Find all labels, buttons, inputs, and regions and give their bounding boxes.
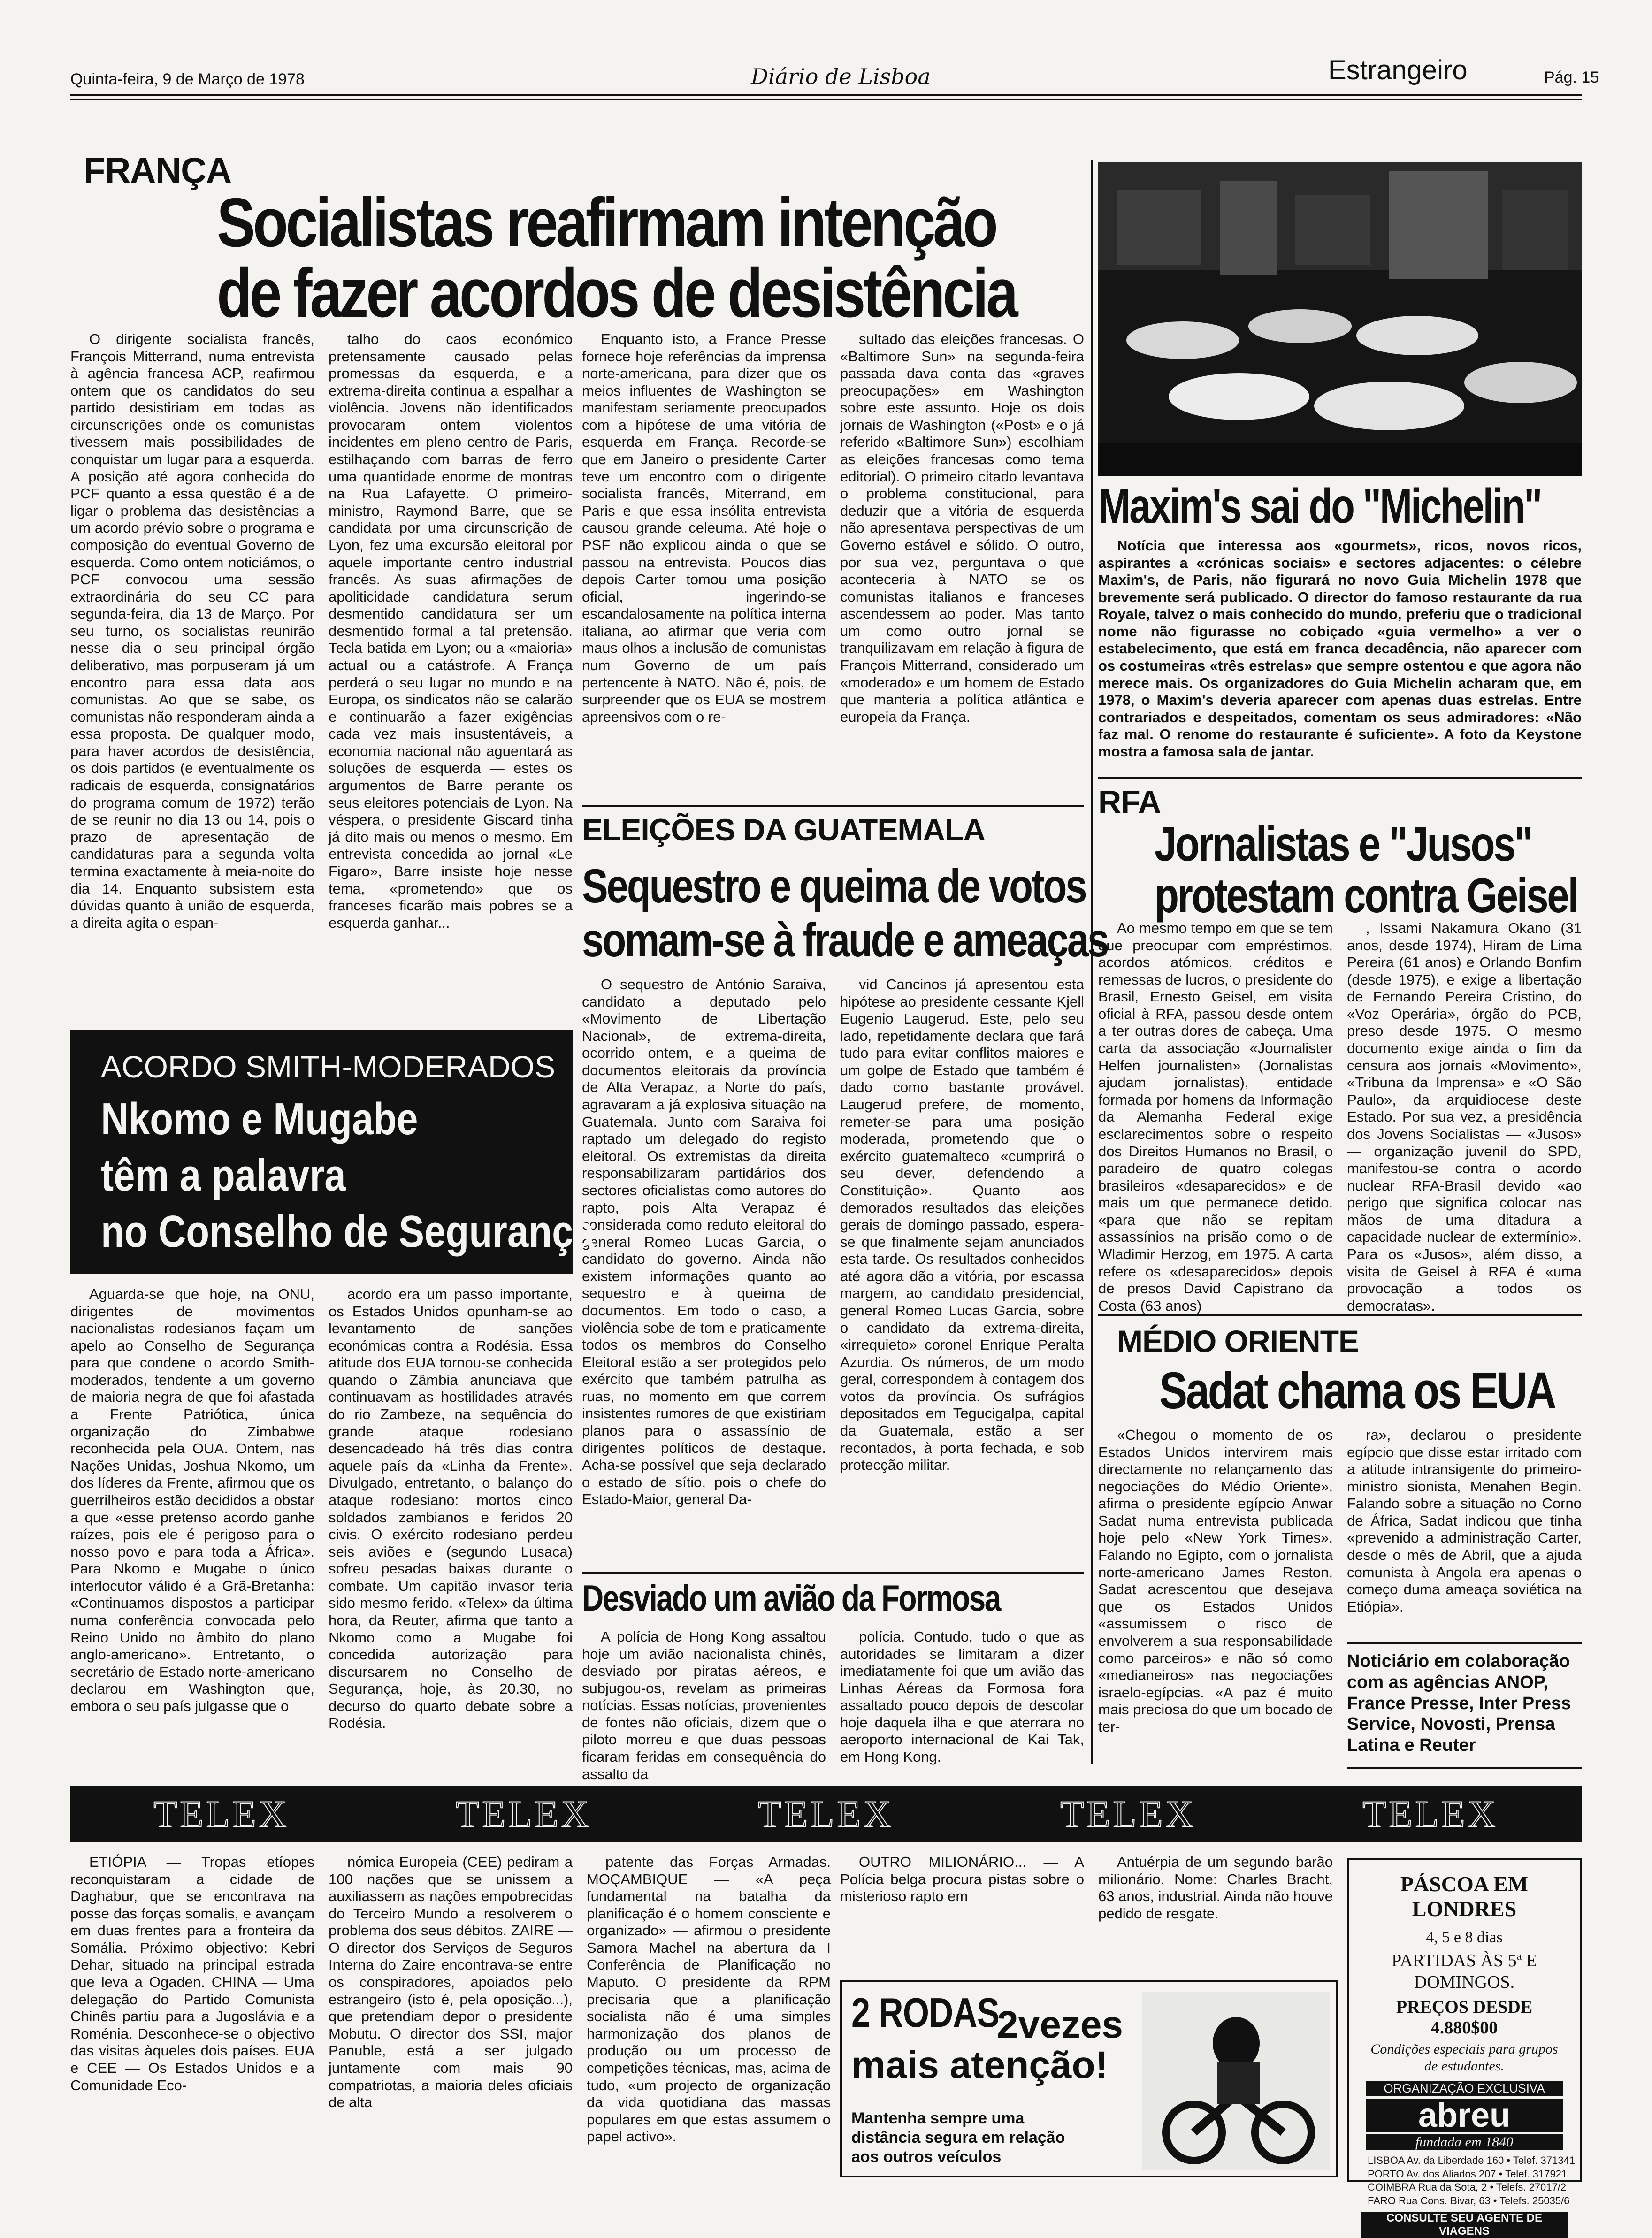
telex-label: TELEX [758, 1793, 894, 1835]
guatemala-col2: vid Cancinos já apresentou esta hipótese ao presidente cessante Kjell Eugenio Laugerud. Este, pelo seu lado, repetidamente declara que fará tudo para evitar conflitos maiores e um golpe de Estado que também é dado como bastante provável. Laugerud prefere, de momento, remeter-se para uma posição moderada, prometendo que o exército guatemalteco «cumprirá o seu dever, defendendo a Constituição». Quanto aos demorados resultados das eleições gerais de domingo passado, espera-se que finalmente sejam anunciados esta tarde. Os resultados conhecidos até agora dão a vitória, por escassa margem, ao candidato presidencial, general Romeo Lucas Garcia, sobre o candidato da extrema-direita, «irrequieto» coronel Enrique Peralta Azurdia. Os números, de um modo geral, correspondem à contagem dos votos da província. Os sufrágios depositados em Tegucigalpa, capital da Guatemala, estão a ser recontados, à porta fechada, e sob protecção militar. [840, 976, 1084, 1474]
guatemala-kicker: ELEIÇÕES DA GUATEMALA [582, 812, 986, 847]
france-title-line1: Socialistas reafirmam intenção [217, 184, 996, 261]
rfa-kicker: RFA [1098, 784, 1161, 820]
telex-col2: nómica Europeia (CEE) pediram a 100 nações que se unissem a auxiliassem as nações empobrecidas do Terceiro Mundo a resolverem o problema dos seus débitos. ZAIRE — O director dos Serviços de Seguros Interna do Zaire encontrava-se entre os conspiradores, apoiados pelo estrangeiro (isto é, pela oposição...), que pretendiam depor o presidente Mobutu. O director dos SSI, major Panuble, está a ser julgado juntamente com mais 90 compatriotas, a maioria deles oficiais de alta [329, 1854, 573, 2111]
ad-pascoa-org: ORGANIZAÇÃO EXCLUSIVA [1366, 2081, 1563, 2096]
smith-title-line3: no Conselho de Segurança [101, 1207, 595, 1257]
rfa-rule [1098, 1314, 1582, 1316]
ad-pascoa-price: 4.880$00 [1430, 2018, 1498, 2038]
rfa-title-line1: Jornalistas e "Jusos" [1155, 817, 1532, 871]
guatemala-col1: O sequestro de António Saraiva, candidato a deputado pelo «Movimento de Libertação Nacional», de extrema-direita, ocorrido ontem, e a queima de documentos eleitorais da província de Alta Verapaz, a Norte do país, agravaram a já explosiva situação na Guatemala. Junto com Saraiva foi raptado um delegado do registo eleitoral. Os extremistas da direita responsabilizaram partidários dos sectores oficialistas como autores do rapto, pois Alta Verapaz é considerada como reduto eleitoral do general Romeo Lucas Garcia, o candidato do governo. Ainda não existem informações quanto ao sequestro e à queima de documentos. Em todo o caso, a violência sobe de tom e praticamente todos os membros do Conselho Eleitoral estão a ser protegidos pelo exército que também patrulha as ruas, no momento em que correm insistentes rumores de que existiriam planos para o assassínio de dirigentes políticos de destaque. Acha-se possível que seja declarado o estado de sítio, pois o chefe do Estado-Maior, general Da- [582, 976, 826, 1508]
ad-2rodas-body: Mantenha sempre uma distância segura em relação aos outros veículos [851, 2109, 1065, 2166]
guatemala-title-line2: somam-se à fraude e ameaças [582, 913, 1108, 967]
section-name: Estrangeiro [1328, 55, 1468, 85]
medio-col1: «Chegou o momento de os Estados Unidos intervirem mais directamente no relançamento das negociações do Médio Oriente», afirma o presidente egípcio Anwar Sadat numa entrevista publicada hoje pelo «New York Times». Falando no Egipto, com o jornalista norte-americano James Reston, Sadat acrescentou que desejava que os Estados Unidos «assumissem o risco de envolverem a sua responsabilidade como parceiros» e não só como «medianeiros» nas negociações israelo-egípcias. «A paz é muito mais preciosa do que um bocado de ter- [1098, 1427, 1333, 1735]
france-col2: talho do caos económico pretensamente causado pelas promessas da esquerda, e a extrema-direita continua a espalhar a violência. Jovens não identificados provocaram ontem violentos incidentes em pleno centro de Paris, estilhaçando com barras de ferro uma quantidade enorme de montras na Rua Lafayette. O primeiro-ministro, Raymond Barre, que se candidata por uma circunscrição de Lyon, fez uma excursão eleitoral por aquele importante centro industrial francês. As suas afirmações de apoliticidade candidatura serum desmentido candidatura ser um desmentido formal a tal pretensão. Tecla batida em Lyon; ou a «maioria» actual ou a catástrofe. A França perderá o seu lugar no mundo e na Europa, os sindicatos não se calarão e continuarão a fazer exigências cada vez mais insustentáveis, a economia nacional não aguentará as soluções de esquerda — estes os argumentos de Barre perante os seus eleitores potenciais de Lyon. Na véspera, o presidente Giscard tinha já dito mais ou menos o mesmo. Em entrevista concedida ao jornal «Le Figaro», Barre insiste hoje nesse tema, «prometendo» que os franceses ficarão mais pobres se a esquerda ganhar... [329, 331, 573, 931]
telex-label: TELEX [1060, 1793, 1196, 1835]
page-number: Pág. 15 [1544, 69, 1599, 86]
guatemala-top-rule [582, 805, 1084, 807]
rfa-title-line2: protestam contra Geisel [1155, 869, 1577, 923]
ad-2rodas-line1: 2 RODAS [851, 1989, 1000, 2036]
telex-banner [70, 1786, 1582, 1842]
telex-label: TELEX [1362, 1793, 1499, 1835]
smith-col1: Aguarda-se que hoje, na ONU, dirigentes de movimentos nacionalistas rodesianos façam um apelo ao Conselho de Segurança para que condene o acordo Smith-moderados, tendente a um governo de maioria negra de que foi afastada a Frente Patriótica, única organização do Zimbabwe reconhecida pela OUA. Ontem, nas Nações Unidas, Joshua Nkomo, um dos líderes da Frente, afirmou que os guerrilheiros estão decididos a obstar a que «esse pretenso acordo ganhe raízes, pois ele é perigoso para o nosso povo e para toda a África». Para Nkomo e Mugabe o único interlocutor válido é a Grã-Bretanha: «Continuamos dispostos a participar numa conferência convocada pelo Reino Unido no âmbito do plano anglo-americano». Entretanto, o secretário de Estado norte-americano declarou em Washington que, embora o seu país julgasse que o [70, 1286, 314, 1714]
ad-pascoa-address: PORTO Av. dos Aliados 207 • Telef. 317921 [1368, 2168, 1568, 2180]
france-title-line2: de fazer acordos de desistência [217, 254, 1016, 332]
smith-title-line2: têm a palavra [101, 1150, 346, 1200]
france-col1: O dirigente socialista francês, François Mitterrand, numa entrevista à agência francesa ACP, reafirmou ontem que os candidatos do seu partido desistiriam em todas as circunscrições onde os comunistas tivessem mais possibilidades de conquistar um lugar para a esquerda. A posição até agora conhecida do PCF quanto a essa questão é a de ligar o problema das desistências a um acordo prévio sobre o programa e composição do eventual Governo de esquerda. Como ontem noticiámos, o PCF convocou uma sessão extraordinária do seu CC para segunda-feira, dia 13 de Março. Por seu turno, os socialistas reunirão nesse dia o seu principal órgão deliberativo, mas porpuseram já um encontro para essa data aos comunistas. Ao que se sabe, os comunistas não responderam ainda a essa proposta. De qualquer modo, para haver acordos de desistência, os dois partidos (e eventualmente os radicais de esquerda, consignatários do programa comum de 1972) terão de se reunir no dia 13 ou 14, pois o prazo de apresentação de candidaturas para a segunda volta termina exactamente à meia-noite do dia 14. Enquanto subsistem esta dúvidas quanto à união de esquerda, a direita agita o espan- [70, 331, 314, 931]
ad-2rodas-line2: 2vezes [997, 2003, 1124, 2046]
maxim-body: Notícia que interessa aos «gourmets», ricos, novos ricos, aspirantes a «crónicas sociais» e sectores adjacentes: o célebre Maxim's, de Paris, não figurará no novo Guia Michelin 1978 que brevemente será publicado. O director do famoso restaurante da rua Royale, talvez o mais conhecido do mundo, preferiu que o tradicional nome não figurasse no cobiçado «guia vermelho» a ver o estabelecimento, que está em franca decadência, não aparecer com os costumeiras «três estrelas» que sempre ostentou e que agora não merece mais. Os organizadores do Guia Michelin acharam que, em 1978, o Maxim's deveria aparecer com apenas duas estrelas. Entre contrariados e despeitados, comentam os seus admiradores: «Não faz mal. O renome do restaurante é suficiente». A foto da Keystone mostra a famosa sala de jantar. [1098, 537, 1582, 760]
ad-pascoa-partidas: PARTIDAS ÀS 5ª E DOMINGOS. [1392, 1951, 1537, 1992]
agencies-text: Noticiário em colaboração com as agências ANOP, France Presse, Inter Press Service, Novosti, Prensa Latina e Reuter [1347, 1651, 1571, 1756]
telex-col3: patente das Forças Armadas. MOÇAMBIQUE — «A peça fundamental na batalha da planificação é o homem consciente e organizado» — afirmou o presidente Samora Machel na abertura da I Conferência de Planificação no Maputo. O presidente da RPM precisaria que a planificação socialista não é uma simples harmonização dos planos de produção ou um processo de competições técnicas, mas, acima de tudo, «um projecto de organização da vida quotidiana das massas populares em que estas assumem o papel activo». [587, 1854, 831, 2145]
ad-2rodas [840, 1980, 1338, 2177]
guatemala-title-line1: Sequestro e queima de votos [582, 859, 1086, 913]
ad-pascoa-address: COIMBRA Rua da Sota, 2 • Telefs. 27017/2 [1368, 2181, 1567, 2193]
smith-col2: acordo era um passo importante, os Estados Unidos opunham-se ao levantamento de sanções económicas contra a Rodésia. Essa atitude dos EUA tornou-se conhecida quando o Zâmbia anunciava que continuavam as hostilidades através do rio Zambeze, na sequência do grande ataque rodesiano desencadeado há três dias contra aquele país da «Linha da Frente». Divulgado, entretanto, o balanço do ataque rodesiano: mortos cinco soldados zambianos e feridos 20 civis. O exército rodesiano perdeu seis aviões e (segundo Lusaca) sofreu pesadas baixas durante o combate. Um capitão invasor teria sido mesmo ferido. «Telex» da última hora, da Reuter, afirma que tanto a Nkomo como a Mugabe foi concedida autorização para discursarem no Conselho de Segurança, hoje, às 20.30, no decurso do quarto debate sobre a Rodésia. [329, 1286, 573, 1732]
header-date: Quinta-feira, 9 de Março de 1978 [70, 70, 305, 88]
maxim-dining-room-photo [1098, 162, 1582, 476]
telex-col5: Antuérpia de um segundo barão milionário. Nome: Charles Bracht, 63 anos, industrial. Ainda não houve pedido de resgate. [1098, 1854, 1333, 1922]
ad-pascoa-title: PÁSCOA EM LONDRES [1400, 1872, 1529, 1921]
ad-pascoa-address: FARO Rua Cons. Bivar, 63 • Telefs. 25035/6 [1368, 2194, 1570, 2207]
header-rule-thin [70, 99, 1582, 100]
agencies-box [1347, 1642, 1582, 1769]
ad-pascoa-fundada: fundada em 1840 [1366, 2134, 1563, 2150]
smith-title-line1: Nkomo e Mugabe [101, 1094, 418, 1144]
france-col3: Enquanto isto, a France Presse fornece hoje referências da imprensa norte-americana, para dizer que os meios influentes de Washington se manifestam seriamente preocupados com a hipótese de uma vitória de esquerda em França. Recorde-se que em Janeiro o presidente Carter teve um encontro com o dirigente socialista francês, Miterrand, em Paris e que essa insólita entrevista causou grande celeuma. Até hoje o PSF não explicou ainda o que se passou na entrevista. Poucos dias depois Carter tomou uma posição oficial, ingerindo-se escandalosamente na política interna italiana, ao afirmar que veria com maus olhos a inclusão de comunistas num Governo de um país pertencente à NATO. Não é, pois, de surpreender que os EUA se mostrem apreensivos com o re- [582, 331, 826, 725]
ad-pascoa-precos: PREÇOS DESDE [1396, 1997, 1533, 2017]
medio-title: Sadat chama os EUA [1159, 1362, 1555, 1420]
smith-kicker: ACORDO SMITH-MODERADOS [101, 1049, 556, 1084]
motorcycle-rider-icon [1142, 1992, 1330, 2170]
ad-pascoa-address: LISBOA Av. da Liberdade 160 • Telef. 371341 [1368, 2154, 1575, 2167]
ad-pascoa [1347, 1858, 1582, 2238]
formosa-col2: polícia. Contudo, tudo o que as autoridades se limitaram a dizer imediatamente foi que um avião das Linhas Aéreas da Formosa fora assaltado pouco depois de descolar hoje daquela ilha e que aterrara no aeroporto internacional de Kai Tak, em Hong Kong. [840, 1628, 1084, 1765]
telex-label: TELEX [456, 1793, 592, 1835]
formosa-col1: A polícia de Hong Kong assaltou hoje um avião nacionalista chinês, desviado por piratas aéreos, e subjugou-os, revelam as primeiras notícias. Essas notícias, provenientes de fontes não oficiais, dizem que o piloto morreu e que duas pessoas ficaram feridas em consequência do assalto da [582, 1628, 826, 1782]
rfa-col2: , Issami Nakamura Okano (31 anos, desde 1974), Hiram de Lima Pereira (61 anos) e Orlando Bonfim (desde 1975), e exige a libertação de Fernando Pereira Cristino, do «Voz Operária», órgão do PCB, preso desde 1975. O mesmo documento exige ainda o fim da censura aos jornais «Movimento», «Tribuna da Imprensa» e «O São Paulo», da arquidiocese deste Estado. Por sua vez, a presidência dos Jovens Socialistas — «Jusos» — organização juvenil do SPD, manifestou-se contra o acordo nuclear RFA-Brasil devido «ao perigo que significa colocar nas mãos de uma ditadura a capacidade nuclear de extermínio». Para os «Jusos», além disso, a visita de Geisel à RFA é «uma provocação a todos os democratas». [1347, 920, 1582, 1314]
ad-pascoa-days: 4, 5 e 8 dias [1426, 1929, 1503, 1946]
ad-pascoa-conditions: Condições especiais para grupos de estudantes. [1370, 2041, 1558, 2074]
medio-col2: ra», declarou o presidente egípcio que disse estar irritado com a atitude intransigente do primeiro-ministro sionista, Menahen Begin. Falando sobre a situação no Corno de África, Sadat indicou que tinha «prevenido a administração Carter, desde o mês de Abril, que a ajuda comunista à Angola era apenas o começo duma ameaça soviética na Etiópia». [1347, 1427, 1582, 1615]
masthead: Diário de Lisboa [751, 64, 931, 89]
france-kicker: FRANÇA [84, 151, 231, 191]
formosa-top-rule [582, 1572, 1084, 1574]
ad-pascoa-consulte: CONSULTE SEU AGENTE DE VIAGENS [1361, 2212, 1568, 2238]
telex-label: TELEX [153, 1793, 290, 1835]
abreu-logo: abreu [1366, 2099, 1563, 2132]
telex-col1: ETIÓPIA — Tropas etíopes reconquistaram a cidade de Daghabur, que se encontrava na posse das forças somalis, e avançam em duas frentes para a fronteira da Somália. Próximo objectivo: Kebri Dehar, situado na principal estrada que leva a Ogaden. CHINA — Uma delegação do Partido Comunista Chinês partiu para a Jugoslávia e a Roménia. Desconhece-se o objectivo das visitas àqueles dois países. EUA e CEE — Os Estados Unidos e a Comunidade Eco- [70, 1854, 314, 2093]
maxim-title: Maxim's sai do "Michelin" [1098, 479, 1541, 534]
maxim-rule [1098, 777, 1582, 779]
formosa-title: Desviado um avião da Formosa [582, 1577, 1000, 1619]
rfa-col1: Ao mesmo tempo em que se tem que preocupar com empréstimos, acordos atómicos, créditos e remessas de lucros, o presidente do Brasil, Ernesto Geisel, em visita oficial à RFA, passou desde ontem a ter outras dores de cabeça. Uma carta da associação «Journalister Helfen journalisten» (Jornalistas ajudam jornalistas), entidade formada por homens da Informação da Alemanha Federal exige esclarecimentos sobre o respeito dos Direitos Humanos no Brasil, o paradeiro de quatro colegas brasileiros «desaparecidos» e de mais um que permanece detido, «para que não se repitam assassínios na prisão como o de Wladimir Herzog, em 1975. A carta refere os «desaparecidos» depois de presos David Capistrano da Costa (63 anos) [1098, 920, 1333, 1314]
header-rule [70, 94, 1582, 96]
telex-col4: OUTRO MILIONÁRIO... — A Polícia belga procura pistas sobre o misterioso rapto em [840, 1854, 1084, 1905]
france-col4: sultado das eleições francesas. O «Baltimore Sun» na segunda-feira passada dava conta das «graves preocupações» em Washington sobre este assunto. Hoje os dois jornais de Washington («Post» e o já referido «Baltimore Sun») escolhiam as eleições francesas como tema editorial). O primeiro citado levantava o problema constitucional, para deduzir que a vitória de esquerda não apresentava perspectivas de um Governo estável e sólido. O outro, por sua vez, perguntava o que aconteceria à NATO se os comunistas italianos e franceses ascendessem ao poder. Mas tanto um como outro jornal se tranquilizavam em relação à figura de François Mitterrand, considerado um «moderado» e um homem de Estado que manteria a política atlântica e europeia da França. [840, 331, 1084, 725]
medio-kicker: MÉDIO ORIENTE [1117, 1324, 1359, 1359]
ad-2rodas-line3: mais atenção! [851, 2044, 1108, 2086]
